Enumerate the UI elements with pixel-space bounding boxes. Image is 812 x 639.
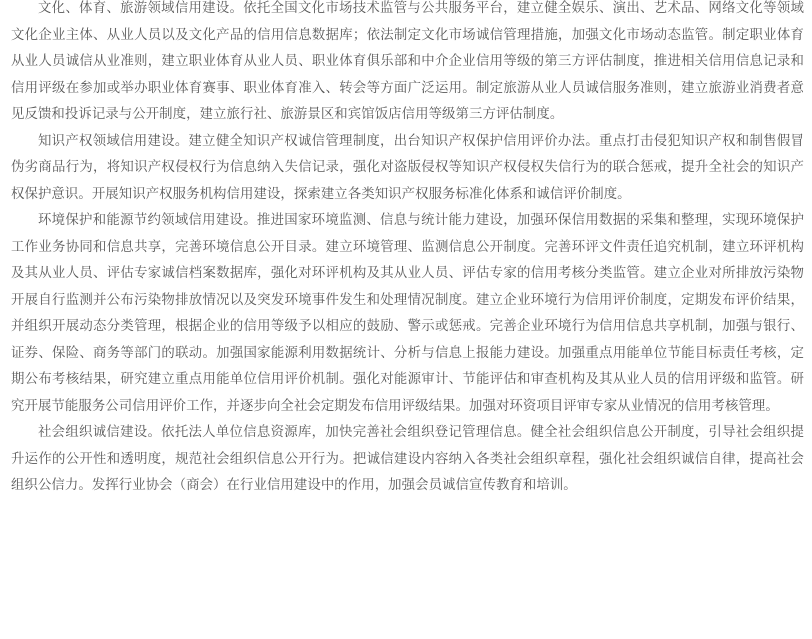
- document-body: [11, 0, 804, 500]
- paragraph-environment-energy-credit: 环境保护和能源节约领域信用建设。推进国家环境监测、信息与统计能力建设，加强环保信用数据的采集和整理，实现环境保护工作业务协同和信息共享，完善环境信息公开目录。建立环境管理、监测信息公开制度。完善环评文件责任追究机制，建立环评机构及其从业人员、评估专家诚信档案数据库，强化对环评机构及其从业人员、评估专家的信用考核分类监管。建立企业对所排放污染物开展自行监测并公布污染物排放情况以及突发环境事件发生和处理情况制度。建立企业环境行为信用评价制度，定期发布评价结果，并组织开展动态分类管理，根据企业的信用等级予以相应的鼓励、警示或惩戒。完善企业环境行为信用信息共享机制，加强与银行、证券、保险、商务等部门的联动。加强国家能源利用数据统计、分析与信息上报能力建设。加强重点用能单位节能目标责任考核，定期公布考核结果，研究建立重点用能单位信用评价机制。强化对能源审计、节能评估和审查机构及其从业人员的信用评级和监管。研究开展节能服务公司信用评价工作，并逐步向全社会定期发布信用评级结果。加强对环资项目评审专家从业情况的信用考核管理。: [11, 213, 804, 414]
- paragraph-culture-sports-tourism-credit: 文化、体育、旅游领域信用建设。依托全国文化市场技术监管与公共服务平台，建立健全娱乐、演出、艺术品、网络文化等领域文化企业主体、从业人员以及文化产品的信用信息数据库；依法制定文化市场诚信管理措施，加强文化市场动态监管。制定职业体育从业人员诚信从业准则，建立职业体育从业人员、职业体育俱乐部和中介企业信用等级的第三方评估制度，推进相关信用信息记录和信用评级在参加或举办职业体育赛事、职业体育准入、转会等方面广泛运用。制定旅游从业人员诚信服务准则，建立旅游业消费者意见反馈和投诉记录与公开制度，建立旅行社、旅游景区和宾馆饭店信用等级第三方评估制度。: [11, 1, 804, 122]
- paragraph-social-organization-credit: 社会组织诚信建设。依托法人单位信息资源库，加快完善社会组织登记管理信息。健全社会组织信息公开制度，引导社会组织提升运作的公开性和透明度，规范社会组织信息公开行为。把诚信建设内容纳入各类社会组织章程，强化社会组织诚信自律，提高社会组织公信力。发挥行业协会（商会）在行业信用建设中的作用，加强会员诚信宣传教育和培训。: [11, 425, 804, 493]
- paragraph-intellectual-property-credit: 知识产权领域信用建设。建立健全知识产权诚信管理制度，出台知识产权保护信用评价办法。重点打击侵犯知识产权和制售假冒伪劣商品行为，将知识产权侵权行为信息纳入失信记录，强化对盗版侵权等知识产权侵权失信行为的联合惩戒，提升全社会的知识产权保护意识。开展知识产权服务机构信用建设，探索建立各类知识产权服务标准化体系和诚信评价制度。: [11, 133, 804, 202]
